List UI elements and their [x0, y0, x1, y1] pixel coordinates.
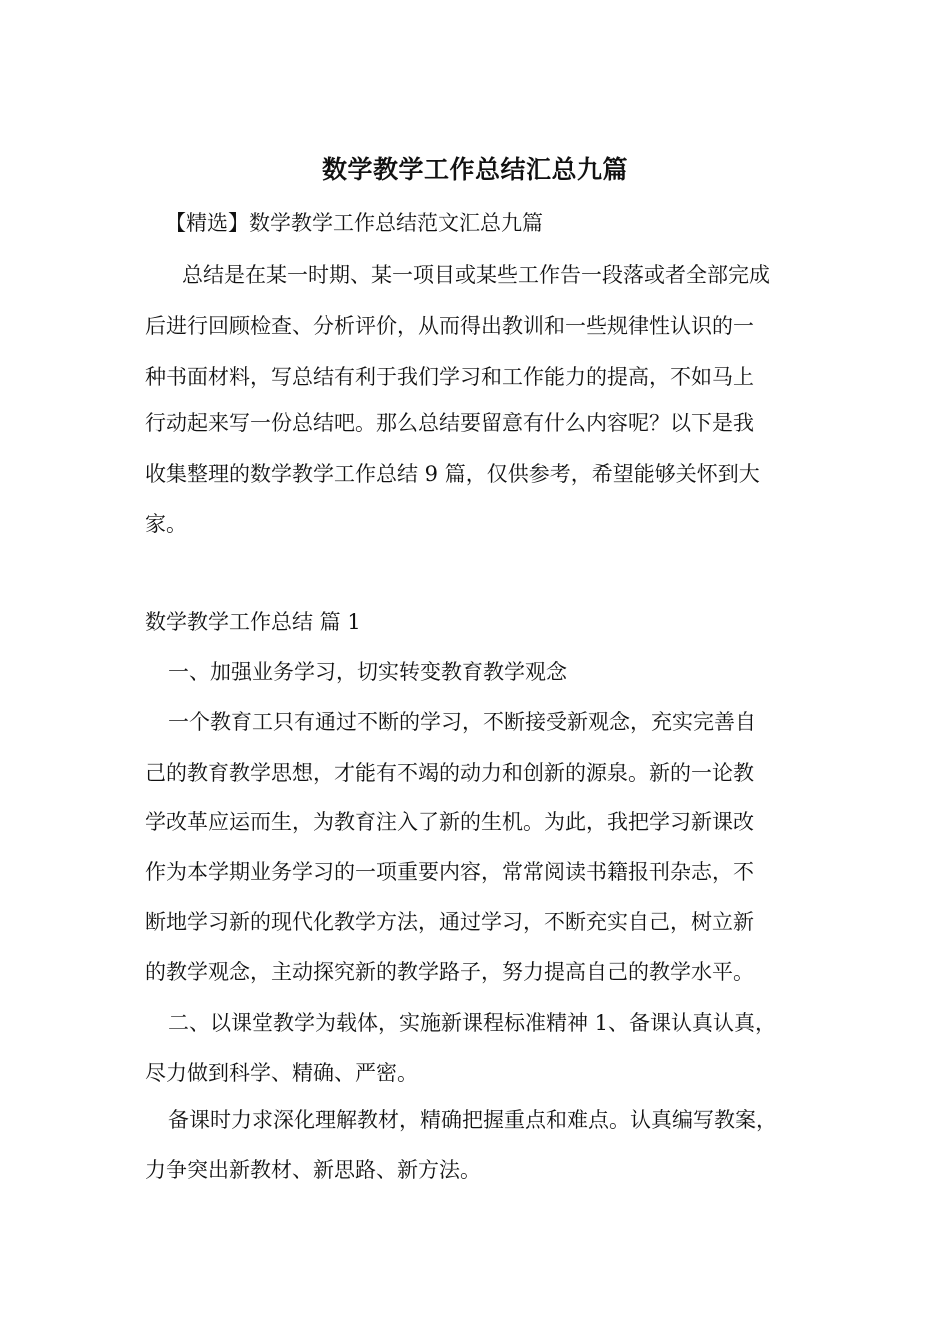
intro-line-5: 收集整理的数学教学工作总结 9 篇，仅供参考，希望能够关怀到大 [145, 462, 760, 486]
intro-line-3: 种书面材料，写总结有利于我们学习和工作能力的提高，不如马上 [145, 365, 754, 389]
body-line-1: 一、加强业务学习，切实转变教育教学观念 [168, 660, 567, 684]
document-title: 数学教学工作总结汇总九篇 [321, 155, 628, 184]
body-line-11: 力争突出新教材、新思路、新方法。 [145, 1158, 481, 1182]
body-line-4: 学改革应运而生，为教育注入了新的生机。为此，我把学习新课改 [145, 810, 754, 834]
intro-line-6: 家。 [145, 512, 187, 536]
body-line-10: 备课时力求深化理解教材，精确把握重点和难点。认真编写教案， [168, 1108, 777, 1132]
body-line-3: 己的教育教学思想，才能有不竭的动力和创新的源泉。新的一论教 [145, 761, 754, 785]
intro-line-1: 总结是在某一时期、某一项目或某些工作告一段落或者全部完成 [182, 263, 770, 287]
body-line-5: 作为本学期业务学习的一项重要内容，常常阅读书籍报刊杂志，不 [145, 860, 754, 884]
body-line-9: 尽力做到科学、精确、严密。 [145, 1061, 418, 1085]
body-line-8: 二、以课堂教学为载体，实施新课程标准精神 1、备课认真认真， [168, 1011, 777, 1035]
body-line-2: 一个教育工只有通过不断的学习，不断接受新观念，充实完善自 [168, 710, 756, 734]
intro-line-4: 行动起来写一份总结吧。那么总结要留意有什么内容呢？以下是我 [145, 411, 754, 435]
intro-line-2: 后进行回顾检查、分析评价，从而得出教训和一些规律性认识的一 [145, 314, 754, 338]
document-subtitle: 【精选】数学教学工作总结范文汇总九篇 [165, 211, 543, 235]
body-line-7: 的教学观念，主动探究新的教学路子，努力提高自己的教学水平。 [145, 960, 754, 984]
body-line-6: 断地学习新的现代化教学方法，通过学习，不断充实自己，树立新 [145, 910, 754, 934]
section-heading: 数学教学工作总结 篇 1 [145, 610, 361, 634]
